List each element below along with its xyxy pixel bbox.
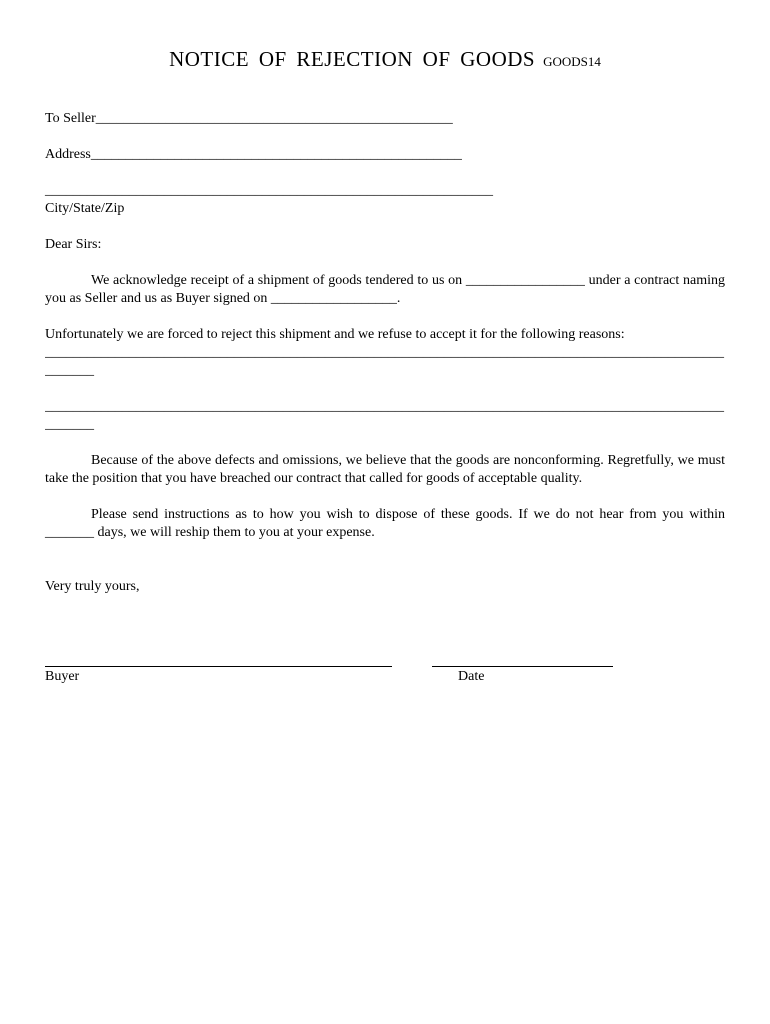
defects-paragraph: Because of the above defects and omissions, we believe that the goods are nonconforming. Regretfully, we must take the position that you have breached our contract that called for goods of acceptable quality. — [45, 453, 725, 486]
city-state-zip-label: City/State/Zip — [45, 201, 125, 216]
salutation: Dear Sirs: — [45, 237, 102, 252]
date-line[interactable] — [432, 666, 613, 667]
buyer-label: Buyer — [45, 669, 80, 684]
seller-field[interactable]: To Seller___________________________________________________ — [45, 111, 453, 126]
instructions-paragraph: Please send instructions as to how you wish to dispose of these goods. If we do not hear from you within _______ days, we will reship them to you at your expense. — [45, 507, 725, 540]
city-state-zip-field[interactable]: ________________________________________________________________ — [45, 183, 493, 198]
reason-line-1[interactable]: ________________________________________________________________________________________________________ — [45, 345, 724, 378]
document-title — [0, 47, 770, 72]
address-field[interactable]: Address_____________________________________________________ — [45, 147, 462, 162]
date-label: Date — [458, 669, 485, 684]
reason-line-2[interactable]: ________________________________________________________________________________________________________ — [45, 399, 724, 432]
title-main: NOTICE OF REJECTION OF GOODS — [169, 47, 536, 71]
closing: Very truly yours, — [45, 579, 140, 594]
reject-intro: Unfortunately we are forced to reject this shipment and we refuse to accept it for the following reasons: — [45, 327, 625, 342]
buyer-signature-line[interactable] — [45, 666, 392, 667]
form-code: GOODS14 — [543, 54, 601, 69]
receipt-paragraph: We acknowledge receipt of a shipment of goods tendered to us on _________________ under a contract naming you as Seller and us as Buyer signed on __________________. — [45, 273, 725, 306]
